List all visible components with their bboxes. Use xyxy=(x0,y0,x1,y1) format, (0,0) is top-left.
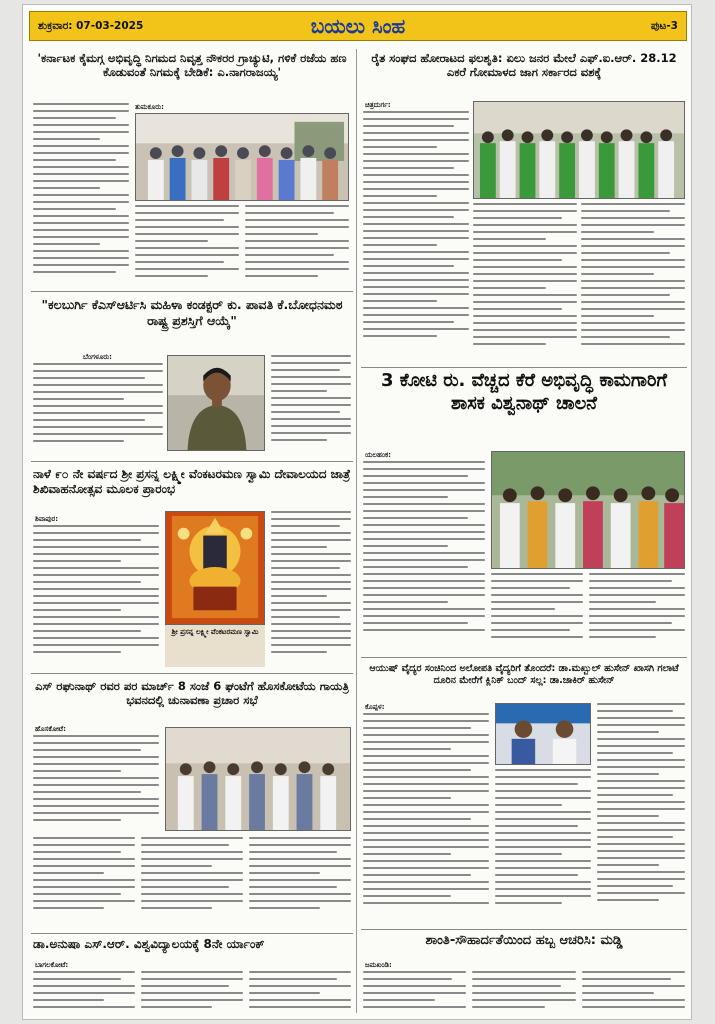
section-rule xyxy=(31,461,353,462)
photo-woman-conductor xyxy=(167,355,265,451)
headline-anusha-rank[interactable]: ಡಾ.ಅನುಷಾ ಎಸ್.ಆರ್. ವಿಶ್ವವಿದ್ಯಾಲಯಕ್ಕೆ 8ನೇ ರ್ಯಾಂಕ್ xyxy=(33,937,265,951)
article-body-b1-cont xyxy=(473,203,577,363)
article-body-b3-cont2 xyxy=(597,703,685,925)
dateline-b4: ಜಮಖಂಡಿ: xyxy=(365,961,392,969)
article-body-a4-cont xyxy=(33,837,351,929)
headline-ksrtc-conductor[interactable]: "ಕಲಬುರ್ಗಿ ಕೆಎಸ್ಆರ್ಟಿಸಿ ಮಹಿಳಾ ಕಂಡಕ್ಟರ್ ಕು. ಪಾವತಿ ಕೆ.ಬೋಧನಮಠ ರಾಷ್ಟ್ರ ಪ್ರಶಸ್ತಿಗೆ ಆಯ್ಕೆ" xyxy=(41,297,343,328)
dateline-a4: ಹೊಸಕೋಟೆ: xyxy=(35,725,66,733)
section-rule xyxy=(361,657,687,658)
headline-farmers-land[interactable]: ರೈತ ಸಂಘದ ಹೋರಾಟದ ಫಲಶೃತಿ: ಏಲು ಜನರ ಮೇಲೆ ಎಫ್.ಐ.ಆರ್. 28.12 ಎಕರೆ ಗೋಮಾಳದ ಜಾಗ ಸರ್ಕಾರದ ವಶಕ್ಕೆ xyxy=(371,51,677,80)
photo-election-group xyxy=(165,727,351,831)
article-body-a2-cont xyxy=(271,355,351,455)
headline-temple-jatre[interactable]: ನಾಳೆ ೯೦ ನೇ ವರ್ಷದ ಶ್ರೀ ಪ್ರಸನ್ನ ಲಕ್ಷ್ಮೀ ವೆಂಕಟರಮಣ ಸ್ವಾಮಿ ದೇವಾಲಯದ ಜಾತ್ರೆ ಶಿಖಿವಾಹನೋತ್ಸವ ಮೂಲಕ ಪ್ರಾರಂಭ xyxy=(33,467,351,496)
photo-mla-inauguration xyxy=(491,451,685,569)
article-body-b2-cont2 xyxy=(589,573,685,653)
photo-deity-idol xyxy=(165,511,265,625)
article-body-a5 xyxy=(33,971,351,1015)
dateline-a3: ಶಿವಾಪುರ: xyxy=(35,515,59,523)
section-rule xyxy=(31,291,353,292)
article-body-b2 xyxy=(363,461,485,653)
deity-caption-text: ಶ್ರೀ ಪ್ರಸನ್ನ ಲಕ್ಷ್ಮೀ ವೆಂಕಟರಮಣ ಸ್ವಾಮಿ xyxy=(171,628,259,636)
article-body-a2 xyxy=(33,363,163,455)
section-rule xyxy=(31,933,353,934)
masthead xyxy=(29,11,687,41)
photo-caption-deity xyxy=(165,625,265,667)
article-body-b1 xyxy=(363,111,469,363)
headline-festival-peace[interactable]: ಶಾಂತಿ-ಸೌಹಾರ್ದತೆಯಿಂದ ಹಬ್ಬ ಆಚರಿಸಿ: ಮಡ್ಡಿ xyxy=(425,933,623,948)
article-body-a1-cont2 xyxy=(245,205,349,287)
newspaper-page xyxy=(22,4,692,1020)
photo-handloom-meeting xyxy=(135,113,349,201)
headline-handloom-retirees[interactable]: 'ಕರ್ನಾಟಕ ಕೈಮಗ್ಗ ಅಭಿವೃದ್ಧಿ ನಿಗಮದ ನಿವೃತ್ತ ನೌಕರರ ಗ್ರಾಚ್ಯುಟಿ, ಗಳಿಕೆ ರಜೆಯ ಹಣ ಕೊಡುವಂತೆ ನಿಗಮಕ್ಕೆ ಬೇಡಿಕೆ: ಎ.ನಾಗರಾಜಯ್ಯ' xyxy=(37,51,347,80)
headline-election-meeting[interactable]: ಎಸ್ ರಘುನಾಥ್ ರವರ ಪರ ಮಾರ್ಚ್ 8 ಸಂಜೆ 6 ಘಂಟೆಗೆ ಹೊಸಕೋಟೆಯ ಗಾಯತ್ರಿ ಭವನದಲ್ಲಿ ಚುನಾವಣಾ ಪ್ರಚಾರ ಸಭೆ xyxy=(35,679,349,708)
headline-ayush-doctors[interactable]: ಆಯುಷ್ ವೈದ್ಯರ ಸಂಚಿನಿಂದ ಅಲೋಪತಿ ವೈದ್ಯರಿಗೆ ತೊಂದರೆ: ಡಾ.ಮಖ್ಬುಲ್ ಹುಸೇನ್ ಖಾಸಗಿ ಗಲಾಟೆ ದೂರಿನ ಮೇರೆಗೆ ಕ್ಲಿನಿಕ್ ಬಂದ್ ಸಲ್ಲ: ಡಾ.ಜಾಕಿರ್ ಹುಸೇನ್ xyxy=(369,663,679,686)
article-body-a3-cont xyxy=(271,511,351,667)
photo-doctors xyxy=(495,703,591,765)
page-number: ಪುಟ-3 xyxy=(650,20,678,32)
dateline-a2: ಬೆಂಗಳೂರು: xyxy=(83,353,112,361)
article-body-b2-cont xyxy=(491,573,583,653)
column-divider xyxy=(356,49,357,1013)
article-body-a1-cont xyxy=(135,205,239,287)
section-rule xyxy=(361,929,687,930)
issue-date: ಶುಕ್ರವಾರ: 07-03-2025 xyxy=(38,20,144,32)
dateline-b3: ಕೊಪ್ಪಳ: xyxy=(365,703,385,711)
dateline-b2: ಯಲಹಂಕ: xyxy=(365,451,391,459)
article-body-a1 xyxy=(33,103,129,287)
article-body-b1-cont2 xyxy=(581,203,685,363)
article-body-b3 xyxy=(363,713,489,925)
photo-farmers-group xyxy=(473,101,685,199)
article-body-a3 xyxy=(33,525,159,667)
article-body-b3-cont xyxy=(495,769,591,925)
section-rule xyxy=(31,673,353,674)
section-rule xyxy=(361,367,687,368)
headline-lake-development[interactable]: 3 ಕೋಟಿ ರು. ವೆಚ್ಚದ ಕೆರೆ ಅಭಿವೃದ್ಧಿ ಕಾಮಗಾರಿಗೆ ಶಾಸಕ ವಿಶ್ವನಾಥ್ ಚಾಲನೆ xyxy=(381,370,667,415)
dateline-a1: ತುಮಕೂರು: xyxy=(135,103,164,111)
dateline-a5: ಬಾಗಲಕೋಟೆ: xyxy=(35,961,69,969)
article-body-a4 xyxy=(33,735,159,835)
dateline-b1: ಚಿತ್ರದುರ್ಗ: xyxy=(365,101,391,109)
newspaper-title: ಬಯಲು ಸಿಂಹ xyxy=(310,14,406,38)
article-body-b4 xyxy=(363,971,685,1015)
